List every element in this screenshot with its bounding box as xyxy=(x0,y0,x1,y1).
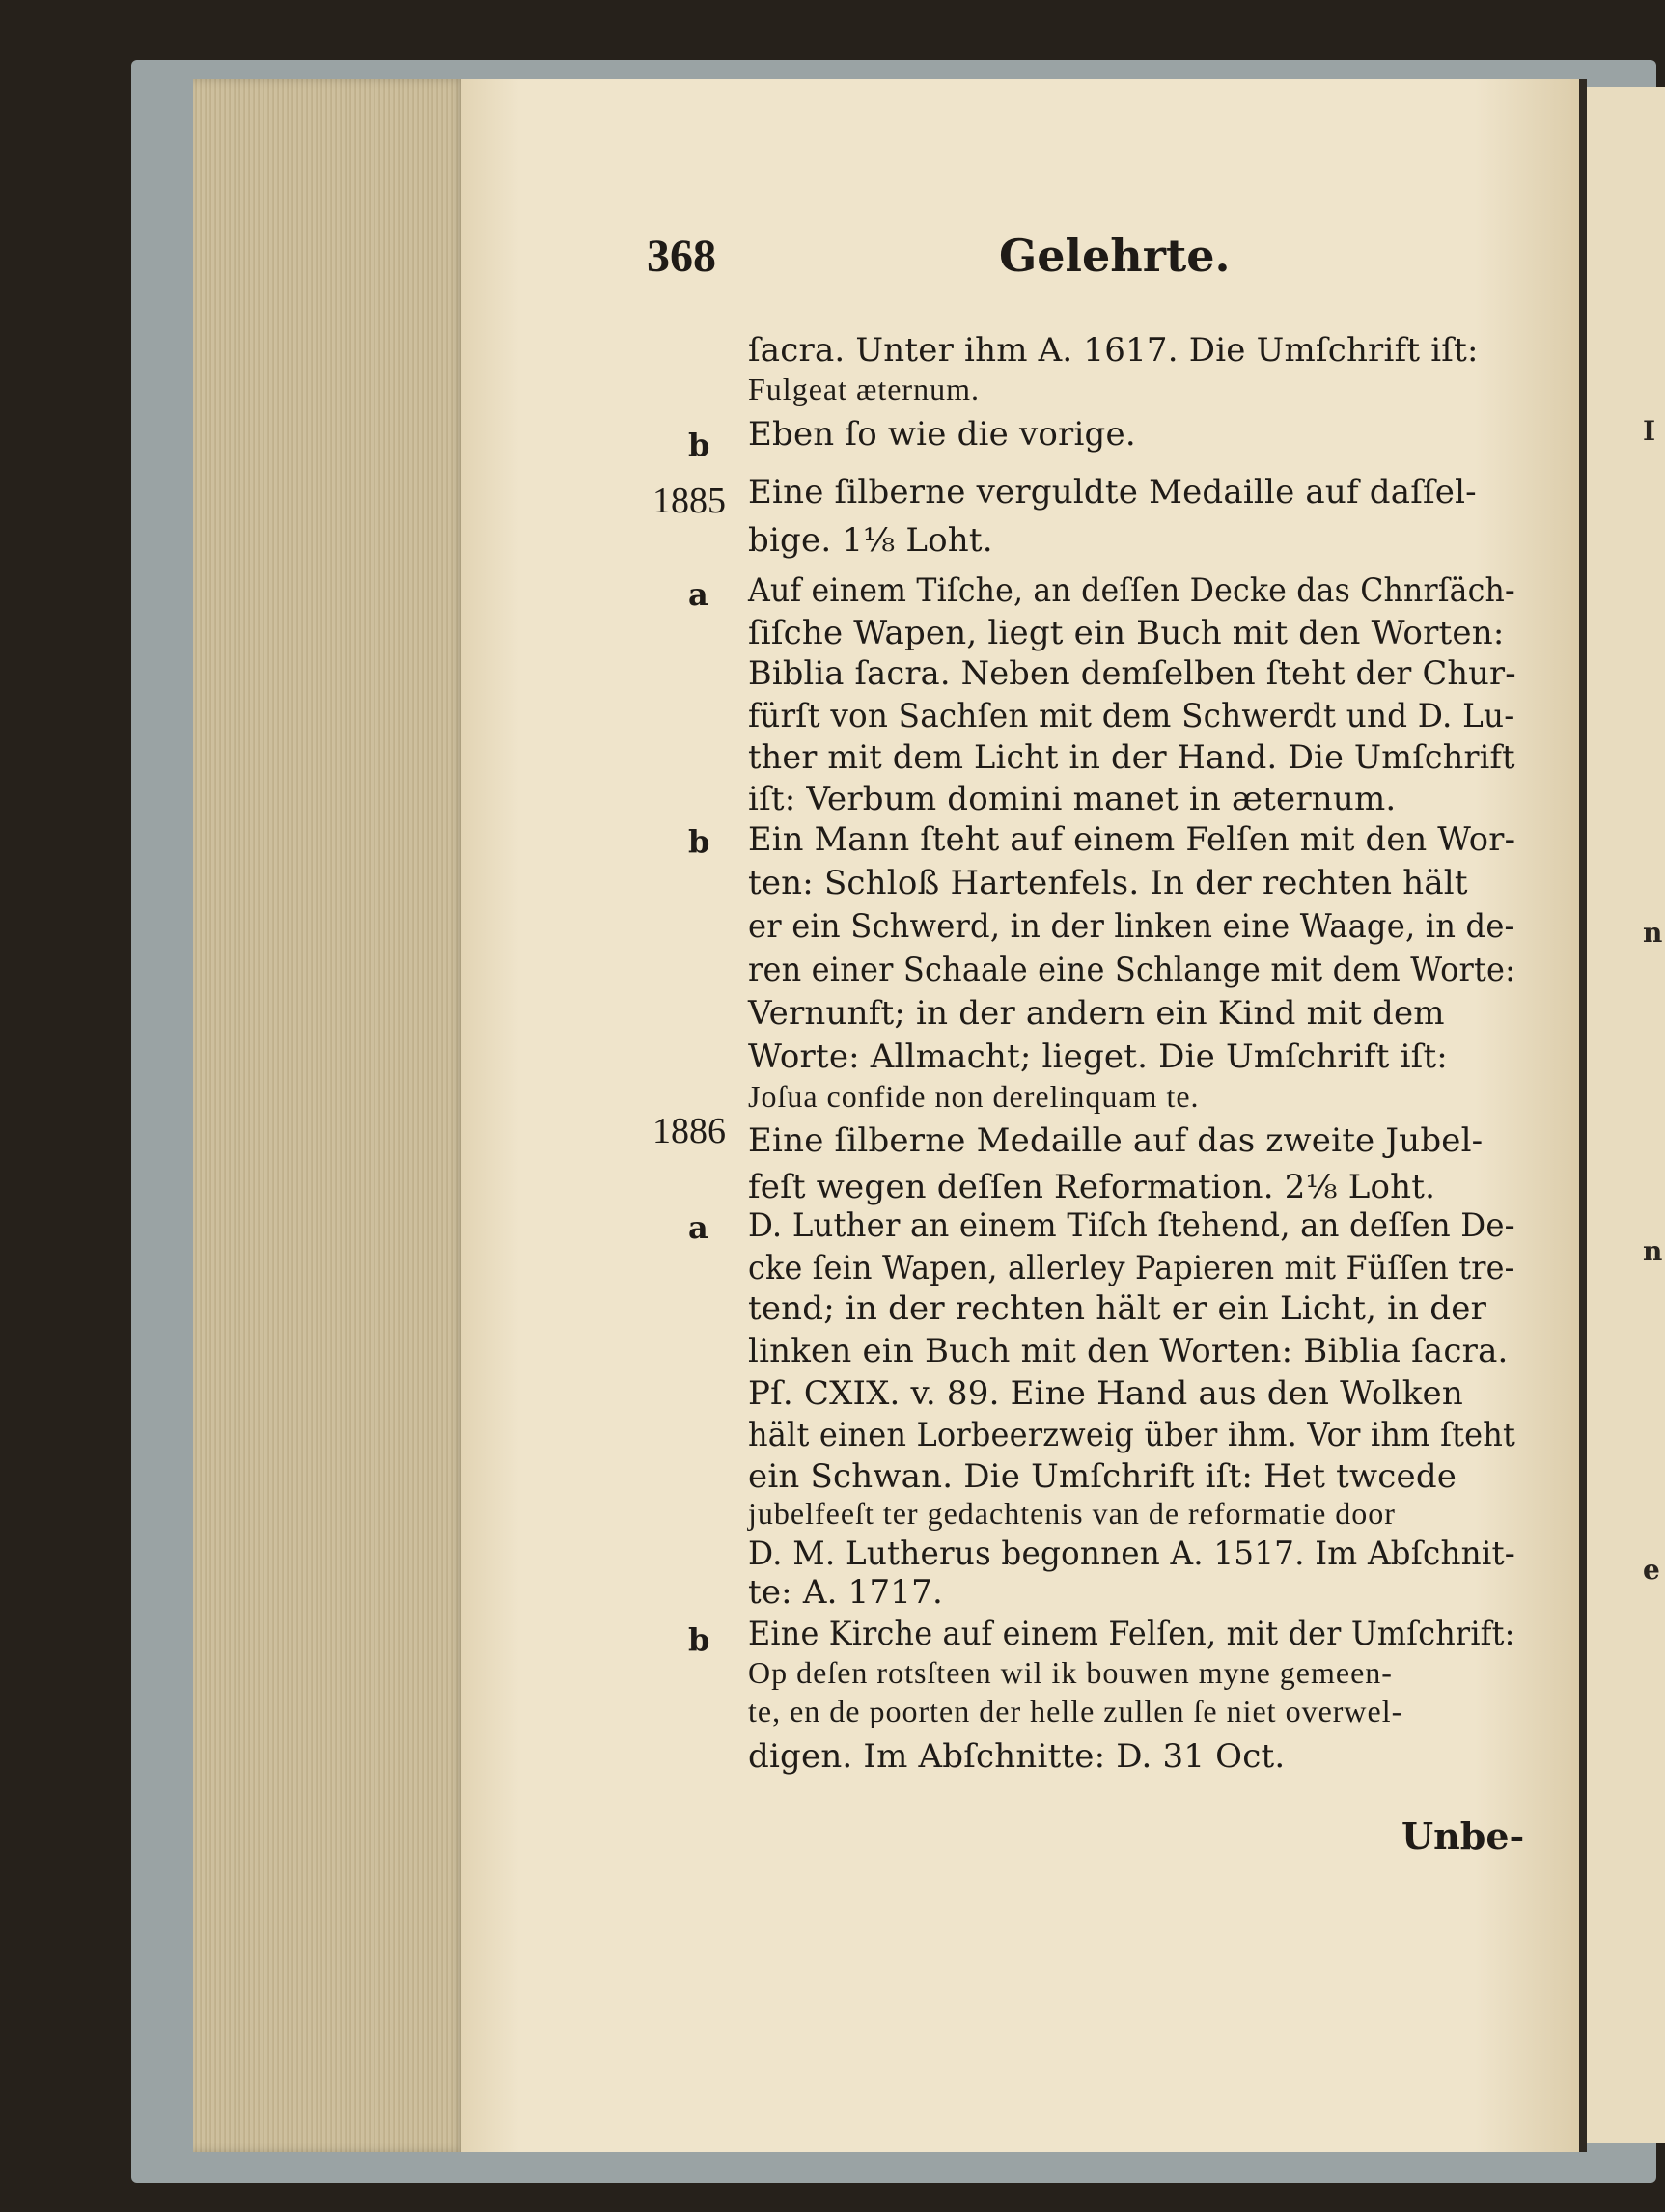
text-line: Ein Mann ſteht auf einem Felſen mit den Wor- xyxy=(748,820,1516,859)
text-line: Vernunft; in der andern ein Kind mit dem xyxy=(748,994,1445,1033)
text-line: bige. 1⅛ Loht. xyxy=(748,521,993,560)
text-line: te: A. 1717. xyxy=(748,1573,943,1612)
facing-page-fragment: e xyxy=(1643,1554,1660,1586)
text-line: te, en de poorten der helle zullen ſe niet overwel- xyxy=(748,1694,1403,1728)
text-line: Eine Kirche auf einem Felſen, mit der Umſchrift: xyxy=(748,1615,1515,1653)
text-line: ther mit dem Licht in der Hand. Die Umſchrift xyxy=(748,738,1515,777)
margin-number-1885: 1885 xyxy=(652,481,726,521)
text-line: Op deſen rotsſteen wil ik bouwen myne gemeen- xyxy=(748,1655,1393,1690)
text-line: ein Schwan. Die Umſchrift iſt: Het twcede xyxy=(748,1457,1457,1496)
text-line: hält einen Lorbeerzweig über ihm. Vor ihm ſteht xyxy=(748,1416,1516,1454)
text-line: Eine ſilberne Medaille auf das zweite Jubel- xyxy=(748,1121,1484,1160)
text-line: digen. Im Abſchnitte: D. 31 Oct. xyxy=(748,1737,1286,1776)
text-line: ſiſche Wapen, liegt ein Buch mit den Worten: xyxy=(748,614,1505,652)
text-line: D. Luther an einem Tiſch ſtehend, an deſſen De- xyxy=(748,1206,1515,1245)
text-line: er ein Schwerd, in der linken eine Waage, in de- xyxy=(748,907,1515,946)
margin-letter-a: a xyxy=(688,576,708,613)
facing-page-edge xyxy=(1587,87,1665,2143)
text-line: iſt: Verbum domini manet in æternum. xyxy=(748,780,1397,818)
text-line: Auf einem Tiſche, an deſſen Decke das Chnrſäch- xyxy=(748,571,1515,610)
facing-page-fragment: n xyxy=(1643,1235,1663,1267)
text-line: Eben ſo wie die vorige. xyxy=(748,415,1136,454)
margin-letter-b: b xyxy=(688,1621,710,1658)
gutter xyxy=(1579,79,1587,2152)
margin-letter-b: b xyxy=(688,823,710,860)
text-line: linken ein Buch mit den Worten: Biblia ſacra. xyxy=(748,1332,1509,1370)
facing-page-fragment: I xyxy=(1643,415,1656,447)
margin-letter-a: a xyxy=(688,1209,708,1246)
text-line: feſt wegen deſſen Reformation. 2⅛ Loht. xyxy=(748,1168,1436,1206)
text-line: Joſua confide non derelinquam te. xyxy=(748,1079,1200,1114)
text-line: jubelfeeſt ter gedachtenis van de reformatie door xyxy=(748,1496,1396,1531)
text-line: ren einer Schaale eine Schlange mit dem Worte: xyxy=(748,951,1516,989)
catchword: Unbe- xyxy=(1401,1814,1525,1858)
text-line: ten: Schloß Hartenfels. In der rechten hält xyxy=(748,864,1468,902)
page-number: 368 xyxy=(647,231,716,282)
text-line: tend; in der rechten hält er ein Licht, in der xyxy=(748,1289,1487,1328)
text-line: Biblia ſacra. Neben demſelben ſteht der Chur- xyxy=(748,654,1516,693)
text-line: Pſ. CXIX. v. 89. Eine Hand aus den Wolken xyxy=(748,1374,1463,1413)
text-line: fürſt von Sachſen mit dem Schwerdt und D. Lu- xyxy=(748,697,1515,735)
text-line: cke ſein Wapen, allerley Papieren mit Füſſen tre- xyxy=(748,1249,1515,1287)
text-line: Worte: Allmacht; lieget. Die Umſchrift iſt: xyxy=(748,1037,1448,1076)
page-edges xyxy=(193,79,465,2152)
text-line: Fulgeat æternum. xyxy=(748,372,980,406)
text-line: ſacra. Unter ihm A. 1617. Die Umſchrift iſt: xyxy=(748,331,1479,370)
running-head: Gelehrte. xyxy=(999,230,1231,282)
text-line: D. M. Lutherus begonnen A. 1517. Im Abſchnit- xyxy=(748,1535,1515,1573)
facing-page-fragment: n xyxy=(1643,917,1663,949)
margin-letter-b: b xyxy=(688,427,710,463)
text-line: Eine ſilberne verguldte Medaille auf daſſel- xyxy=(748,473,1477,512)
margin-number-1886: 1886 xyxy=(652,1111,726,1151)
